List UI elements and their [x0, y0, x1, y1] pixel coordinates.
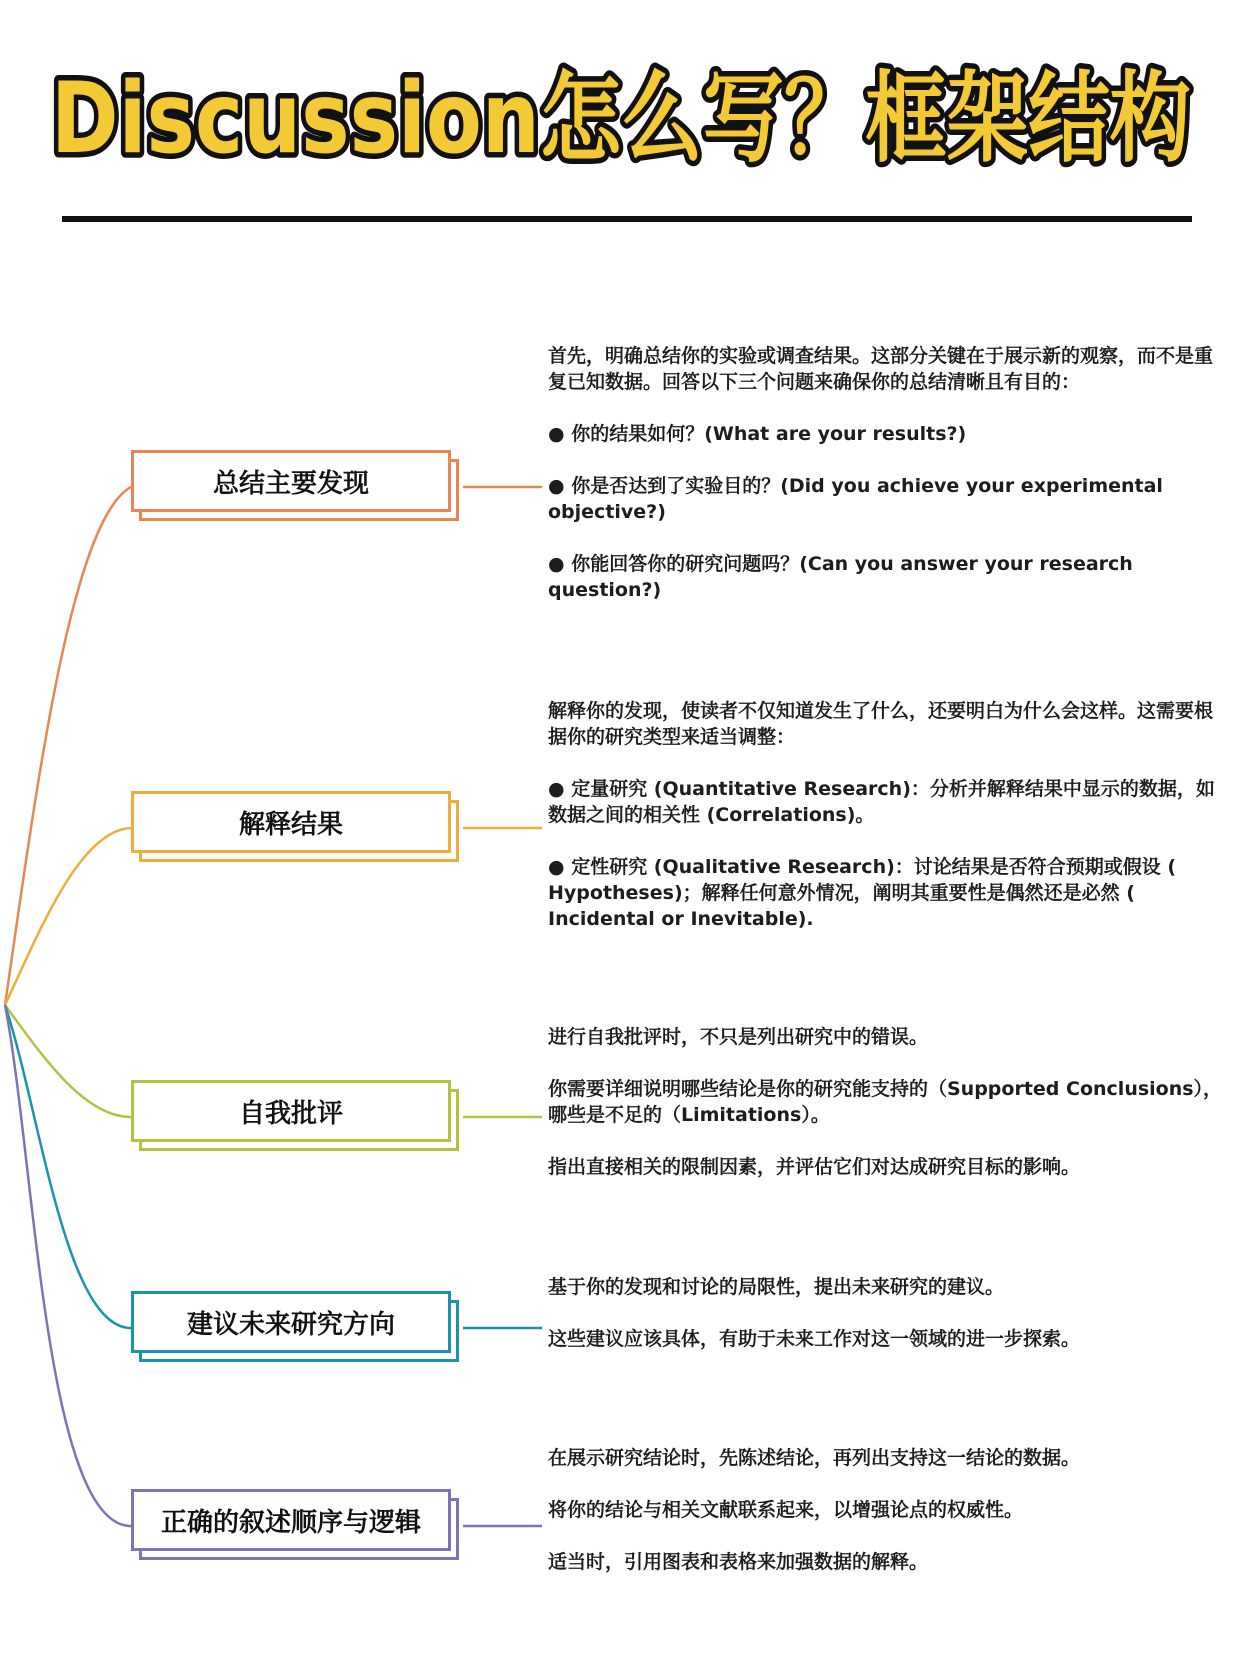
branch-line-critique: [5, 1005, 131, 1117]
desc-paragraph: 在展示研究结论时，先陈述结论，再列出支持这一结论的数据。: [548, 1447, 1081, 1469]
desc-paragraph: 进行自我批评时，不只是列出研究中的错误。: [548, 1026, 929, 1048]
desc-logic: [548, 1445, 1228, 1575]
node-logic: [131, 1489, 457, 1557]
node-summarize: [131, 450, 457, 518]
desc-interpret: [548, 698, 1228, 932]
desc-bullet: ● 你的结果如何？(What are your results?): [548, 423, 967, 445]
desc-paragraph: 将你的结论与相关文献联系起来，以增强论点的权威性。: [548, 1499, 1024, 1521]
node-future-label: 建议未来研究方向: [186, 1309, 395, 1340]
node-summarize-box: [131, 450, 451, 512]
node-interpret: [131, 791, 457, 859]
branch-line-interpret: [5, 828, 131, 1005]
desc-paragraph: 指出直接相关的限制因素，并评估它们对达成研究目标的影响。: [548, 1156, 1081, 1178]
desc-bullet: ● 你能回答你的研究问题吗？(Can you answer your research question?): [548, 553, 1133, 601]
node-critique: [131, 1080, 457, 1148]
desc-paragraph: 解释你的发现，使读者不仅知道发生了什么，还要明白为什么会这样。这需要根据你的研究类型来适当调整：: [548, 700, 1214, 748]
node-critique-box: [131, 1080, 451, 1142]
page-title-text: Discussion怎么写？框架结构: [51, 62, 1191, 176]
node-interpret-box: [131, 791, 451, 853]
node-interpret-label: 解释结果: [238, 809, 343, 840]
desc-future: [548, 1274, 1228, 1352]
desc-bullet: ● 定量研究 (Quantitative Research)：分析并解释结果中显示的数据，如数据之间的相关性 (Correlations)。: [548, 778, 1215, 826]
desc-summarize: [548, 343, 1228, 603]
desc-bullet: ● 定性研究 (Qualitative Research)：讨论结果是否符合预期或假设 ( Hypotheses)；解释任何意外情况，阐明其重要性是偶然还是必然 ( Incidental or Inevitable).: [548, 856, 1177, 930]
branch-line-summarize: [5, 487, 131, 1005]
node-logic-box: [131, 1489, 451, 1551]
node-logic-label: 正确的叙述顺序与逻辑: [160, 1507, 421, 1538]
desc-bullet: ● 你是否达到了实验目的？(Did you achieve your experimental objective?): [548, 475, 1163, 523]
node-summarize-label: 总结主要发现: [212, 468, 369, 499]
branch-line-future: [5, 1005, 131, 1328]
desc-paragraph: 适当时，引用图表和表格来加强数据的解释。: [548, 1551, 929, 1573]
node-future: [131, 1291, 457, 1359]
desc-paragraph: 你需要详细说明哪些结论是你的研究能支持的（Supported Conclusions），哪些是不足的（Limitations）。: [548, 1078, 1223, 1126]
desc-paragraph: 首先，明确总结你的实验或调查结果。这部分关键在于展示新的观察，而不是重复已知数据。回答以下三个问题来确保你的总结清晰且有目的：: [548, 345, 1214, 393]
desc-paragraph: 基于你的发现和讨论的局限性，提出未来研究的建议。: [548, 1276, 1005, 1298]
desc-critique: [548, 1024, 1228, 1180]
node-critique-label: 自我批评: [238, 1098, 343, 1129]
desc-paragraph: 这些建议应该具体，有助于未来工作对这一领域的进一步探索。: [548, 1328, 1081, 1350]
node-future-box: [131, 1291, 451, 1353]
